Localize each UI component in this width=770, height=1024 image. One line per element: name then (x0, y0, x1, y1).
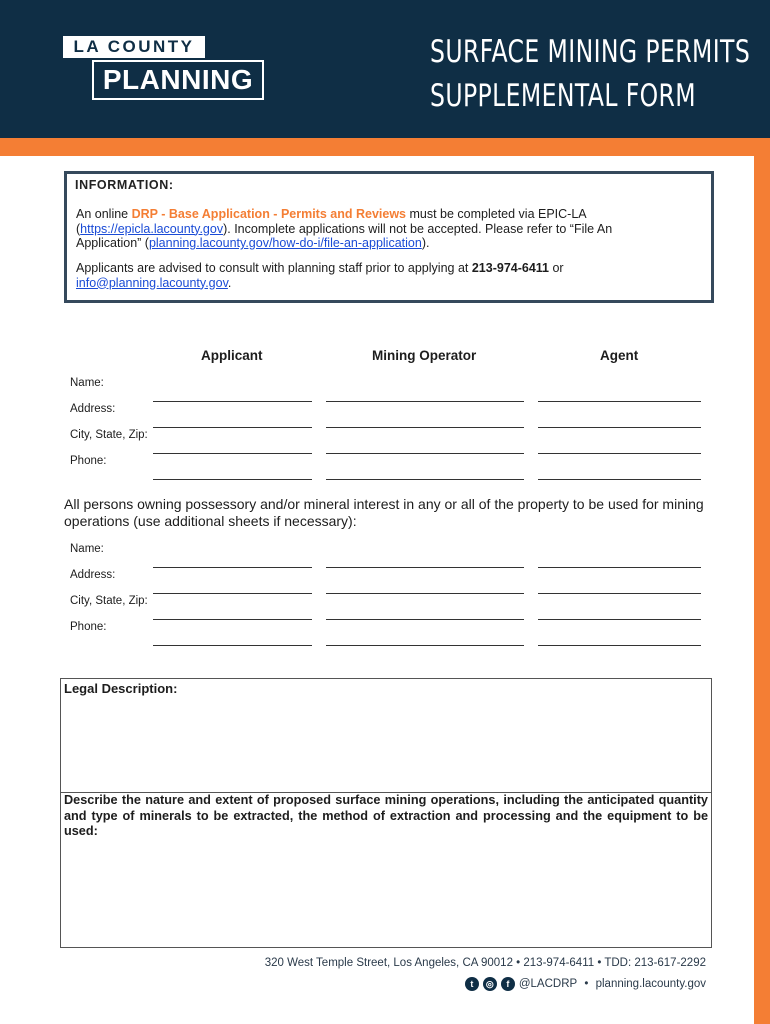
operator-name-field[interactable] (326, 401, 524, 402)
logo-la-county: LA COUNTY (63, 36, 205, 58)
twitter-icon[interactable]: t (465, 977, 479, 991)
title-line-2: SUPPLEMENTAL FORM (430, 78, 697, 114)
information-paragraph-1 (76, 207, 636, 251)
label-phone: Phone: (70, 455, 107, 467)
column-agent: Agent (600, 348, 639, 363)
orange-side-bar (754, 138, 770, 1024)
operator-address-field[interactable] (326, 427, 524, 428)
information-paragraph-2 (76, 261, 636, 290)
label-address: Address: (70, 569, 116, 581)
info-text: ). Incomplete applications will not be accepted. Please refer to “File An Application” ( (76, 221, 613, 250)
instagram-icon[interactable]: ◎ (483, 977, 497, 991)
footer-address: 320 West Temple Street, Los Angeles, CA 90012 • 213-974-6411 • TDD: 213-617-2292 (264, 957, 706, 969)
file-application-link[interactable]: planning.lacounty.gov/how-do-i/file-an-application (148, 236, 422, 250)
label-name: Name: (70, 377, 104, 389)
info-text: or (549, 261, 564, 275)
owner1-name-field[interactable] (153, 567, 312, 568)
agent-city-field[interactable] (538, 453, 701, 454)
label-city-state-zip: City, State, Zip: (70, 429, 148, 441)
owner2-phone-field[interactable] (326, 645, 524, 646)
owner1-city-field[interactable] (153, 619, 312, 620)
info-text: Applicants are advised to consult with planning staff prior to applying at (76, 261, 472, 275)
applicant-name-field[interactable] (153, 401, 312, 402)
column-mining-operator: Mining Operator (372, 348, 477, 363)
website-link[interactable]: planning.lacounty.gov (595, 978, 706, 990)
operations-description-prompt: Describe the nature and extent of proposed surface mining operations, including the anticipated quantity and type of minerals to be extracted, the method of extraction and processing and the equipment to be used: (64, 793, 708, 838)
owner3-phone-field[interactable] (538, 645, 701, 646)
owner3-address-field[interactable] (538, 593, 701, 594)
owner2-city-field[interactable] (326, 619, 524, 620)
legal-description-heading: Legal Description: (64, 681, 178, 696)
footer-social (465, 977, 706, 991)
info-text: ). (421, 236, 430, 250)
label-phone: Phone: (70, 621, 107, 633)
title-line-1: SURFACE MINING PERMITS (430, 34, 751, 70)
agent-phone-field[interactable] (538, 479, 701, 480)
owner2-address-field[interactable] (326, 593, 524, 594)
operator-phone-field[interactable] (326, 479, 524, 480)
facebook-icon[interactable]: f (501, 977, 515, 991)
owner1-phone-field[interactable] (153, 645, 312, 646)
label-name: Name: (70, 543, 104, 555)
label-city-state-zip: City, State, Zip: (70, 595, 148, 607)
information-heading: INFORMATION: (75, 178, 174, 192)
footer-separator: • (581, 978, 592, 990)
drp-application-link[interactable]: DRP - Base Application - Permits and Reviews (131, 207, 406, 221)
info-text: . (227, 275, 232, 290)
owner3-name-field[interactable] (538, 567, 701, 568)
label-address: Address: (70, 403, 116, 415)
applicant-address-field[interactable] (153, 427, 312, 428)
orange-strip (0, 138, 770, 156)
operator-city-field[interactable] (326, 453, 524, 454)
phone-number: 213-974-6411 (471, 261, 549, 275)
owner3-city-field[interactable] (538, 619, 701, 620)
logo-planning: PLANNING (92, 60, 264, 100)
page-title (430, 30, 750, 118)
applicant-city-field[interactable] (153, 453, 312, 454)
social-handle[interactable]: @LACDRP (518, 978, 578, 990)
owner1-address-field[interactable] (153, 593, 312, 594)
email-link[interactable]: info@planning.lacounty.gov (76, 275, 228, 290)
epicla-link[interactable]: https://epicla.lacounty.gov (80, 221, 224, 236)
agent-address-field[interactable] (538, 427, 701, 428)
agent-name-field[interactable] (538, 401, 701, 402)
info-text: must be completed via EPIC-LA ( (76, 207, 586, 236)
column-applicant: Applicant (201, 348, 263, 363)
info-text: An online (76, 207, 132, 221)
owner2-name-field[interactable] (326, 567, 524, 568)
owners-instruction: All persons owning possessory and/or mineral interest in any or all of the property to be used for mining operations (use additional sheets if necessary): (64, 496, 704, 529)
applicant-phone-field[interactable] (153, 479, 312, 480)
